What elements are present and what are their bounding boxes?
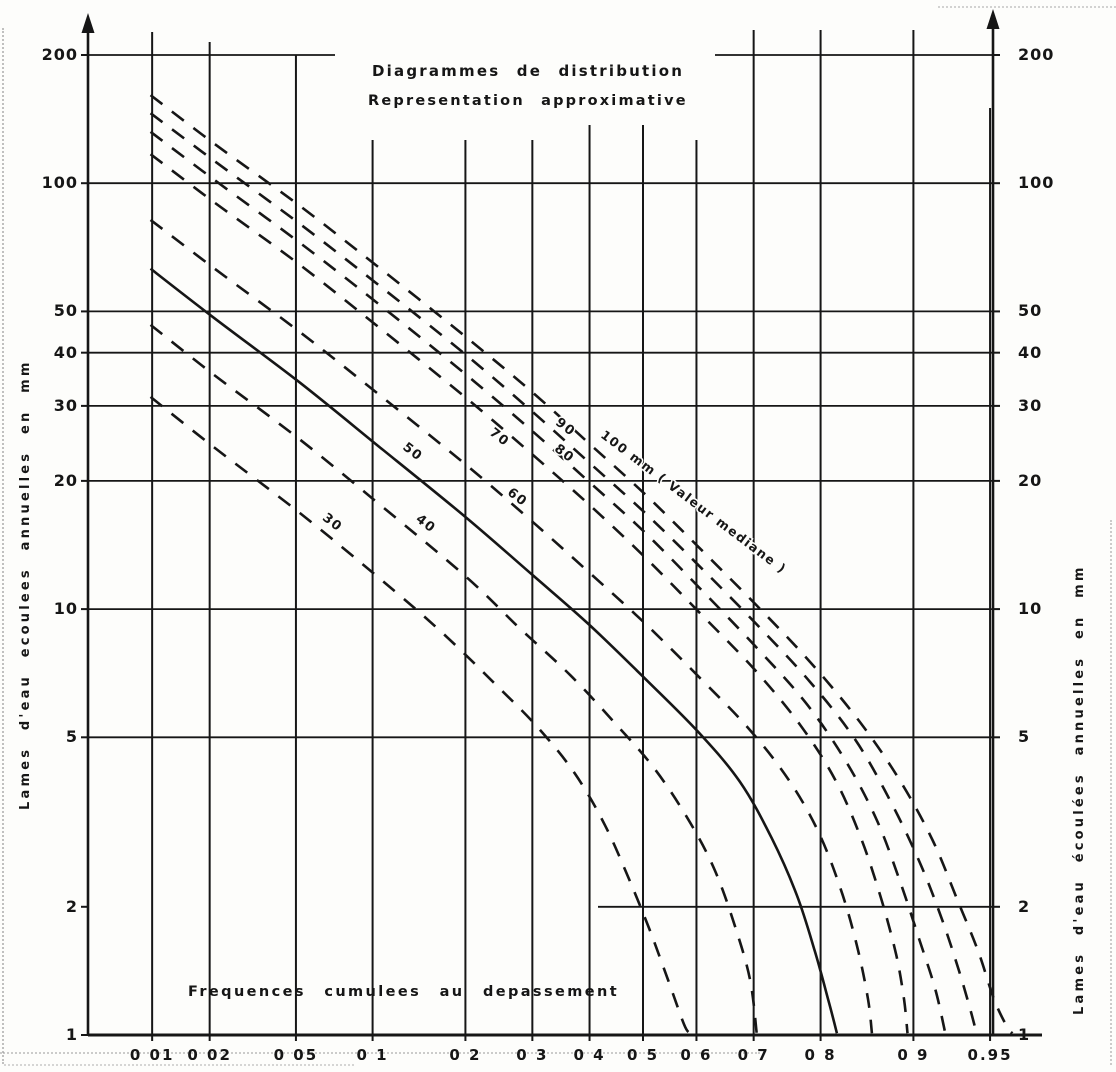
y-tick-label-left: 20 <box>53 470 78 490</box>
curve-median-40mm <box>151 325 757 1033</box>
y-tick-label-right: 100 <box>1018 173 1055 193</box>
curve-label-100: 100 mm ( Valeur mediane ) <box>598 427 790 577</box>
scan-artifact-right-edge <box>1110 520 1112 1065</box>
y-tick-label-right: 5 <box>1018 727 1031 747</box>
y-tick-label-right: 20 <box>1018 470 1043 490</box>
y-tick-label-left: 2 <box>65 896 78 916</box>
x-tick-label: 0 6 <box>680 1046 713 1064</box>
x-tick-label: 0 02 <box>187 1046 232 1064</box>
x-axis-title: Frequences cumulees au depassement <box>188 984 620 1000</box>
curve-median-70mm <box>151 154 908 1033</box>
y-axis-left-arrowhead <box>82 13 95 33</box>
y-tick-label-left: 1 <box>65 1025 78 1044</box>
x-tick-label: 0 9 <box>897 1046 930 1064</box>
curve-median-50mm <box>151 269 837 1034</box>
curve-median-80mm <box>151 132 946 1033</box>
x-tick-label: 0 3 <box>516 1046 549 1064</box>
y-tick-label-left: 40 <box>53 342 78 362</box>
curve-label-40: 40 <box>412 511 439 537</box>
x-tick-label: 0 7 <box>737 1046 770 1064</box>
y-tick-label-left: 10 <box>53 599 78 619</box>
y-tick-label-right: 40 <box>1018 342 1043 362</box>
x-tick-label: 0 05 <box>273 1046 319 1064</box>
y-tick-label-right: 30 <box>1018 395 1043 415</box>
y-axis-right-arrowhead <box>987 9 1000 29</box>
chart-title: Diagrammes de distribution <box>372 62 685 80</box>
x-tick-label: 0 2 <box>449 1046 482 1064</box>
curve-label-50: 50 <box>399 439 426 465</box>
scan-artifact-bottom-edge-2 <box>4 1064 354 1066</box>
x-tick-label: 0 4 <box>573 1046 606 1064</box>
x-tick-label: 0 01 <box>129 1046 175 1064</box>
x-tick-label: 0 8 <box>804 1046 837 1064</box>
y-tick-label-left: 5 <box>65 727 78 747</box>
x-tick-label: 0.95 <box>967 1046 1013 1064</box>
y-tick-label-left: 30 <box>53 395 78 415</box>
scan-artifact-left-edge <box>2 28 4 1064</box>
x-tick-label: 0 5 <box>626 1046 660 1064</box>
y-tick-label-right: 200 <box>1018 44 1055 64</box>
y-tick-label-right: 1 <box>1018 1025 1031 1044</box>
y-tick-label-left: 100 <box>41 173 78 193</box>
scan-artifact-top-edge <box>938 6 1116 8</box>
x-tick-label: 0 1 <box>356 1046 389 1064</box>
curve-label-60: 60 <box>504 485 531 511</box>
curve-label-30: 30 <box>319 510 346 536</box>
y-tick-label-left: 200 <box>41 44 78 64</box>
curve-label-80: 80 <box>551 441 578 467</box>
curve-median-60mm <box>151 220 872 1033</box>
chart-subtitle: Representation approximative <box>368 93 688 109</box>
curve-label-90: 90 <box>552 415 579 440</box>
y-tick-label-right: 2 <box>1018 896 1031 916</box>
curve-median-90mm <box>151 113 977 1033</box>
y-tick-label-right: 10 <box>1018 599 1043 619</box>
y-axis-title-right: Lames d'eau écoulées annuelles en mm <box>1072 564 1087 1015</box>
y-tick-label-right: 50 <box>1018 301 1043 321</box>
y-axis-title-left: Lames d'eau ecoulees annuelles en mm <box>18 359 33 810</box>
curve-label-70: 70 <box>486 425 513 451</box>
y-tick-label-left: 50 <box>53 301 78 321</box>
